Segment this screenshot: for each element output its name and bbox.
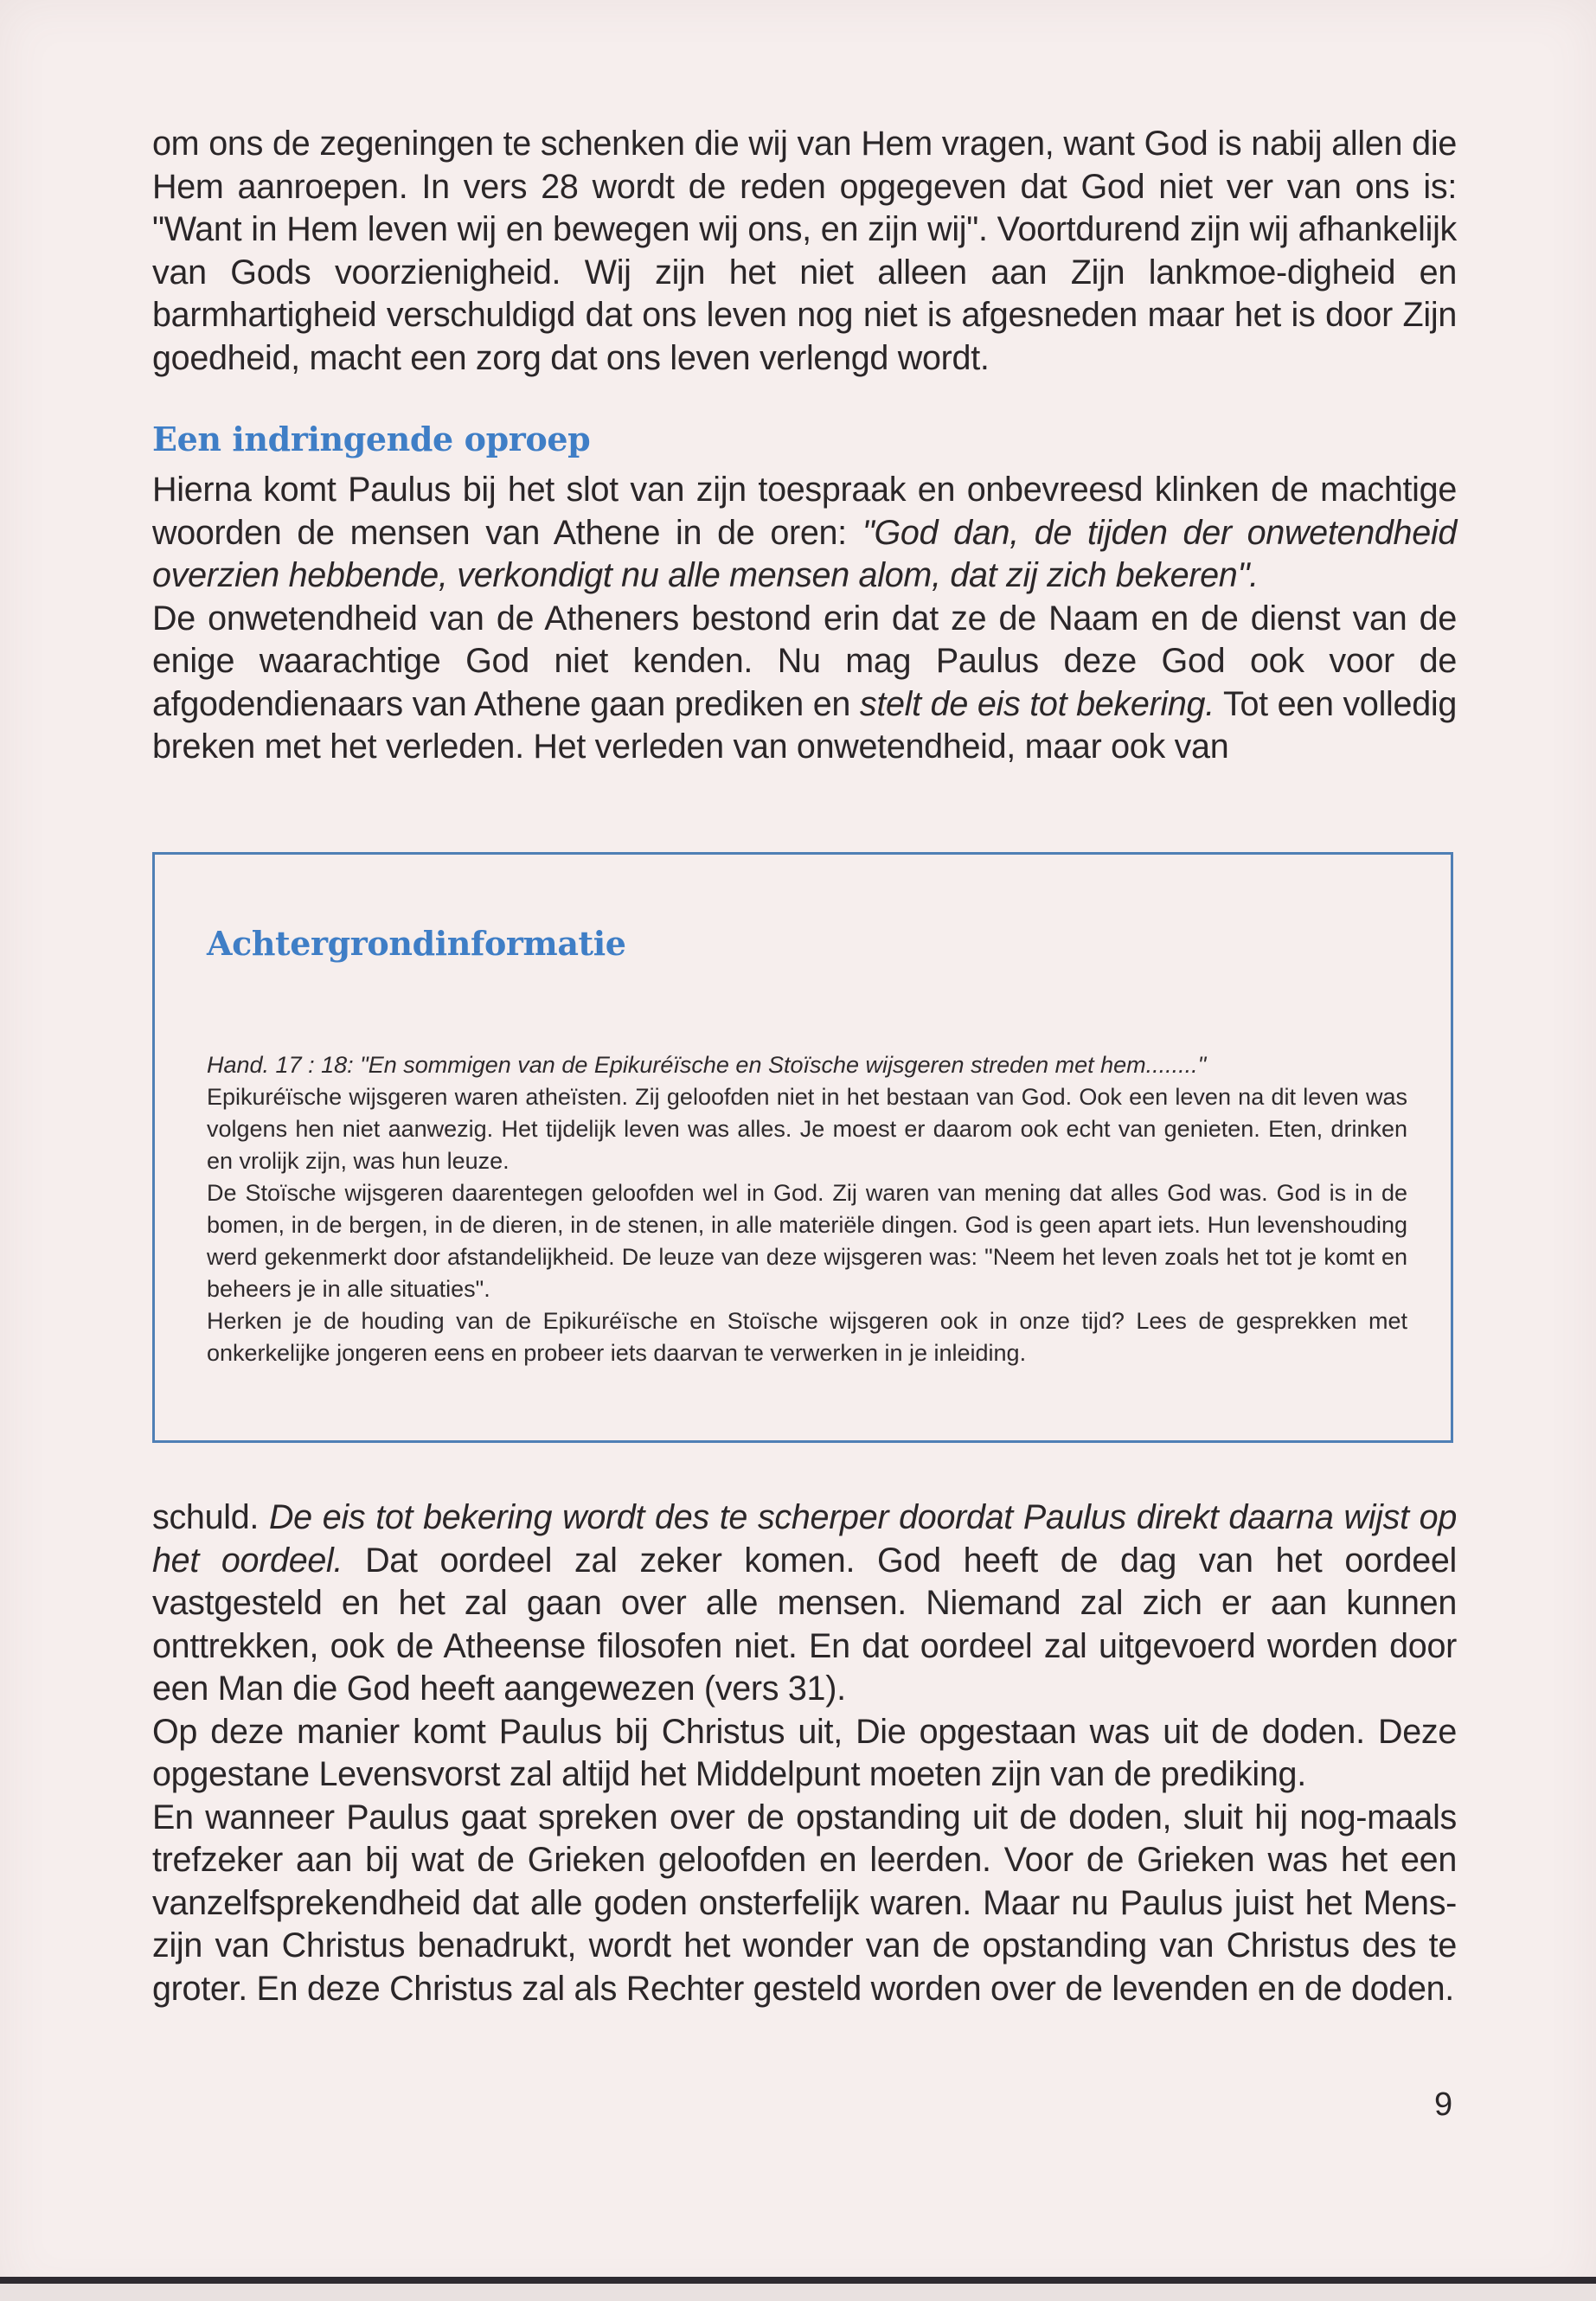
- section-heading: Een indringende oproep: [152, 420, 591, 458]
- infobox-paragraph-1: Epikuréïsche wijsgeren waren atheïsten. Zij geloofden niet in het bestaan van God. Ook een leven na dit leven was volgens hen niet aanwezig. Het tijdelijk leven was alles. Je moest er daarom ook echt van genieten. Eten, drinken en vrolijk zijn, was hun leuze.: [207, 1084, 1407, 1174]
- infobox-body: [207, 1049, 1407, 1369]
- page-number: 9: [1434, 2086, 1453, 2123]
- continuation-paragraph-2: Op deze manier komt Paulus bij Christus uit, Die opgestaan was uit de doden. Deze opgestane Levensvorst zal altijd het Middelpunt moeten zijn van de prediking.: [152, 1712, 1457, 1793]
- section-p2-emphasis: stelt de eis tot bekering.: [859, 684, 1215, 723]
- continuation-p1-emphasis: De eis tot bekering wordt des te scherper doordat Paulus direkt daarna wijst op het oordeel.: [152, 1498, 1457, 1580]
- infobox-quote: [207, 1049, 1407, 1081]
- section-p2-end: Tot een volledig breken met het verleden. Het verleden van onwetendheid, maar ook van: [152, 684, 1458, 766]
- intro-paragraph: om ons de zegeningen te schenken die wij van Hem vragen, want God is nabij allen die Hem aanroepen. In vers 28 wordt de reden opgegeven dat God niet ver van ons is: "Want in Hem leven wij en bewegen wij ons, en zijn wij". Voortdurend zijn wij afhankelijk van Gods voorzienigheid. Wij zijn het niet alleen aan Zijn lankmoe-digheid en barmhartigheid verschuldigd dat ons leven nog niet is afgesneden maar het is door Zijn goedheid, macht een zorg dat ons leven verlengd wordt.: [152, 125, 1457, 377]
- section-paragraph-2: [152, 598, 1457, 769]
- continuation-text: [152, 1497, 1457, 2010]
- section-p1-quote: "God dan, de tijden der onwetendheid overzien hebbende, verkondigt nu alle mensen alom, dat zij zich bekeren".: [152, 513, 1458, 594]
- page-bottom-edge: [0, 2277, 1596, 2284]
- infobox-quote-text: Hand. 17 : 18: "En sommigen van de Epikuréïsche en Stoïsche wijsgeren streden met hem........": [207, 1052, 1207, 1078]
- page-bottom-margin: [0, 2284, 1596, 2301]
- continuation-paragraph-1: [152, 1497, 1457, 1711]
- section-text: [152, 469, 1457, 769]
- section-paragraph-1: [152, 469, 1457, 598]
- continuation-paragraph-3: En wanneer Paulus gaat spreken over de opstanding uit de doden, sluit hij nog-maals trefzeker aan bij wat de Grieken geloofden en leerden. Voor de Grieken was het een vanzelfsprekendheid dat alle goden onsterfelijk waren. Maar nu Paulus juist het Mens-zijn van Christus benadrukt, wordt het wonder van de opstanding van Christus des te groter. En deze Christus zal als Rechter gesteld worden over de levenden en de doden.: [152, 1798, 1457, 2008]
- continuation-p1-end: Dat oordeel zal zeker komen. God heeft de dag van het oordeel vastgesteld en het zal gaan over alle mensen. Niemand zal zich er aan kunnen onttrekken, ook de Atheense filosofen niet. En dat oordeel zal uitgevoerd worden door een Man die God heeft aangewezen (vers 31).: [152, 1541, 1458, 1708]
- section-p1-text: Hierna komt Paulus bij het slot van zijn toespraak en onbevreesd klinken de machtige woorden de mensen van Athene in de oren:: [152, 471, 1457, 552]
- intro-text: [152, 123, 1457, 380]
- infobox-title: Achtergrondinformatie: [207, 924, 626, 963]
- background-info-box: [152, 852, 1453, 1443]
- continuation-p1-start: schuld.: [152, 1498, 269, 1536]
- section-p2-text: De onwetendheid van de Atheners bestond erin dat ze de Naam en de dienst van de enige waarachtige God niet kenden. Nu mag Paulus deze God ook voor de afgodendienaars van Athene gaan prediken en: [152, 599, 1457, 723]
- infobox-paragraph-2: De Stoïsche wijsgeren daarentegen geloofden wel in God. Zij waren van mening dat alles God was. God is in de bomen, in de bergen, in de dieren, in de stenen, in alle materiële dingen. God is geen apart iets. Hun levenshouding werd gekenmerkt door afstandelijkheid. De leuze van deze wijsgeren was: "Neem het leven zoals het tot je komt en beheers je in alle situaties".: [207, 1180, 1407, 1302]
- infobox-paragraph-3: Herken je de houding van de Epikuréïsche en Stoïsche wijsgeren ook in onze tijd? Lees de gesprekken met onkerkelijke jongeren eens en probeer iets daarvan te verwerken in je inleiding.: [207, 1308, 1407, 1366]
